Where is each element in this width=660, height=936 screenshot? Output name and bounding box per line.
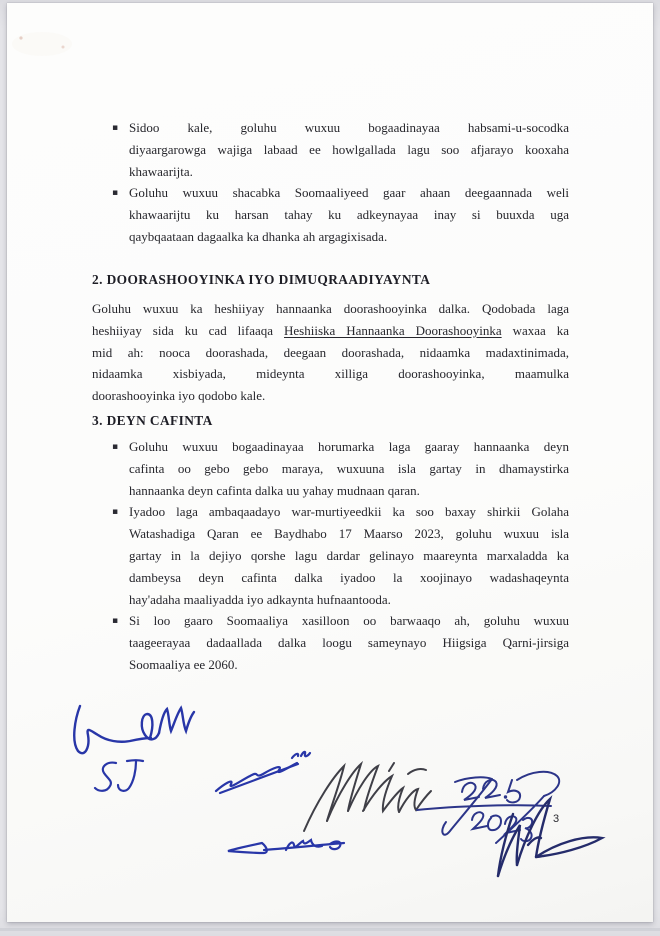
text-line: gartay in la dejiyo qorshe lagu dardar gelinayo maareynta marxaladda ka bbox=[129, 547, 569, 563]
text-line: Iyadoo laga ambaqaadayo war-murtiyeedkii ka soo baxay shirkii Golaha bbox=[129, 504, 569, 520]
list-item bbox=[92, 117, 569, 182]
text-line: dambeysa deyn cafinta dalka iyadoo la xoojinayo wadashaqeynta bbox=[129, 569, 569, 585]
bullet-square-icon: ▪ bbox=[112, 616, 119, 627]
scan-edge-shadow bbox=[0, 928, 660, 931]
text-line: cafinta oo gebo gebo maraya, wuxuuna isla gartay in dhamaystirka bbox=[129, 460, 569, 476]
bullet-square-icon: ▪ bbox=[112, 442, 119, 452]
text-line: doorashooyinka iyo qodobo kale. bbox=[92, 388, 266, 404]
text-line: qaybqaataan dagaalka ka dhanka ah argagixisada. bbox=[129, 228, 388, 244]
text-line: taageerayaa dadaallada dalka loogu sameynayo Hiigsiga Qarni-jirsiga bbox=[129, 635, 569, 651]
text-segment: waxaa ka bbox=[501, 322, 570, 338]
elections-paragraph bbox=[92, 298, 569, 407]
bullet-square-icon: ▪ bbox=[112, 188, 119, 199]
list-item bbox=[92, 436, 569, 501]
text-line: hay'adaha maaliyadda iyo adkaynta hufnaantooda. bbox=[129, 591, 391, 607]
section-heading-debt-relief: 3. DEYN CAFINTA bbox=[92, 413, 213, 428]
text-line: Goluhu wuxuu bogaadinayaa horumarka laga gaaray hannaanka deyn bbox=[129, 439, 569, 454]
text-segment: heshiiyay sida ku cad lifaaqa bbox=[92, 322, 284, 338]
list-item bbox=[92, 501, 569, 610]
text-line: Si loo gaaro Soomaaliya xasilloon oo barwaaqo ah, goluhu wuxuu bbox=[129, 613, 569, 629]
text-line: Goluhu wuxuu shacabka Soomaaliyeed gaar ahaan deegaannada weli bbox=[129, 185, 569, 201]
debt-bullet-list bbox=[92, 436, 569, 676]
intro-bullet-list bbox=[92, 117, 569, 248]
text-line: nidaamka xisbiyada, mideynta xilliga doorashooyinka, maamulka bbox=[92, 366, 569, 382]
page-number: 3 bbox=[553, 813, 560, 825]
text-line: Watashadiga Qaran ee Baydhabo 17 Maarso 2023, goluhu wuxuu isla bbox=[129, 526, 569, 542]
text-line: Goluhu wuxuu ka heshiiyay hannaanka doorashooyinka dalka. Qodobada laga bbox=[92, 301, 569, 316]
list-item bbox=[92, 182, 569, 247]
text-line: Soomaaliya ee 2060. bbox=[129, 656, 238, 672]
text-line: hannaanka deyn cafinta dalka uu yahay mudnaan qaran. bbox=[129, 482, 420, 498]
text-line: khawaarijta. bbox=[129, 163, 193, 179]
bullet-square-icon: ▪ bbox=[112, 123, 119, 133]
text-line: diyaargarowga wajiga labaad ee howlgallada lagu soo afjarayo kooxaha bbox=[129, 141, 569, 157]
list-item bbox=[92, 610, 569, 675]
text-line: mid ah: nooca doorashada, deegaan doorashada, nidaamka madaxtinimada, bbox=[92, 344, 569, 360]
section-heading-elections: 2. DOORASHOOYINKA IYO DIMUQRAADIYAYNTA bbox=[92, 272, 431, 287]
document-page bbox=[7, 3, 653, 922]
text-line: khawaarijtu ku harsan tahay ku adkeynayaa inay si buuxda uga bbox=[129, 207, 569, 223]
text-line: Sidoo kale, goluhu wuxuu bogaadinayaa habsami-u-socodka bbox=[129, 120, 569, 135]
underlined-agreement-title: Heshiiska Hannaanka Doorashooyinka bbox=[284, 322, 502, 338]
bullet-square-icon: ▪ bbox=[112, 507, 119, 518]
text-line bbox=[92, 320, 569, 342]
